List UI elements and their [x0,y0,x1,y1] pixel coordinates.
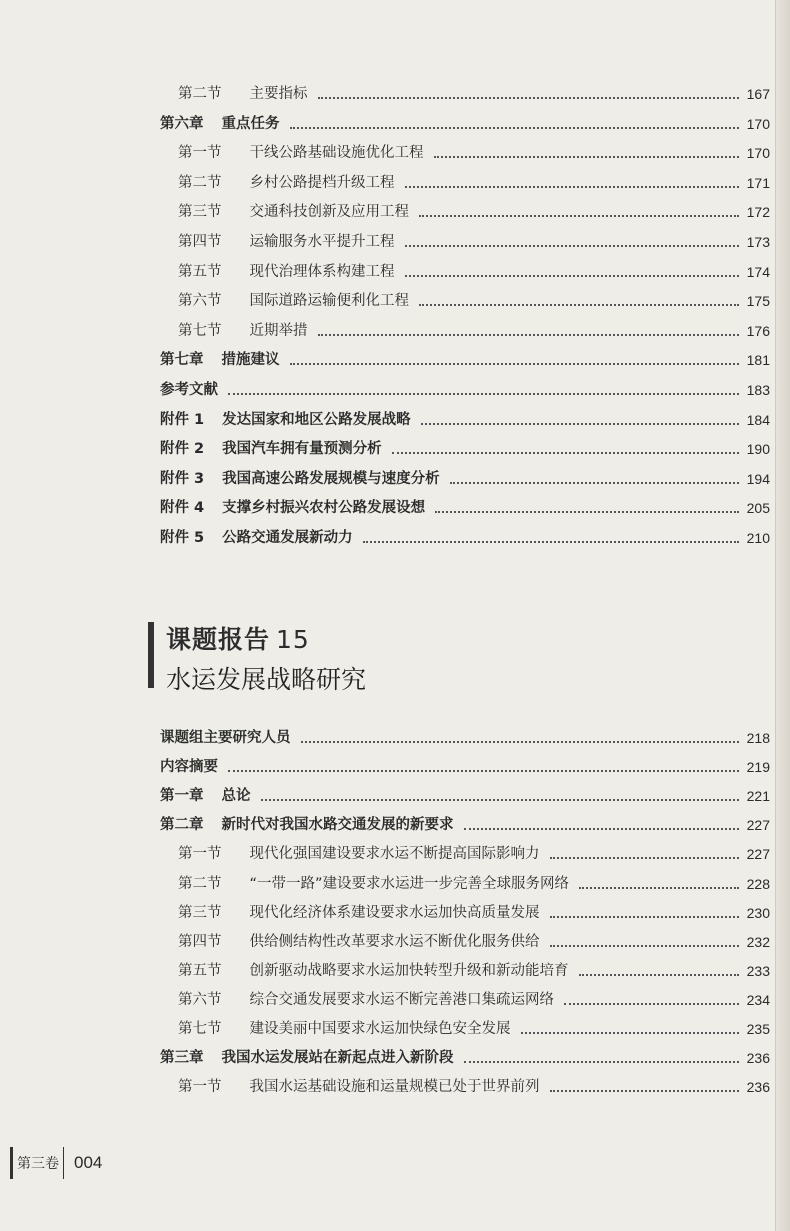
toc-entry-page: 228 [746,875,770,892]
page-number: 004 [74,1153,103,1172]
toc-entry[interactable] [178,840,770,864]
toc-entry-page: 170 [746,145,770,162]
toc-entry-page: 232 [746,933,770,950]
toc-entry-label: 第一节 [178,145,222,162]
dot-leader [564,1002,739,1005]
toc-entry-title: 内容摘要 [160,759,218,776]
dot-leader [464,827,739,830]
toc-entry-page: 170 [746,115,770,132]
toc-entry-page: 171 [746,174,770,191]
toc-entry-label: 第一节 [178,846,222,863]
toc-entry[interactable] [178,317,770,341]
toc-entry[interactable] [178,870,770,894]
dot-leader [228,392,739,395]
dot-leader [405,185,739,188]
dot-leader [550,856,739,859]
dot-leader [392,451,739,454]
toc-entry[interactable] [178,80,770,104]
page-edge [776,0,790,1231]
report-label [166,620,310,656]
dot-leader [550,1089,739,1092]
page-edge-line [775,0,776,1231]
dot-leader [419,214,739,217]
dot-leader [290,362,739,365]
dot-leader [550,915,739,918]
toc-entry-label: 附件 3 [160,470,205,487]
dot-leader [434,155,739,158]
toc-entry-page: 176 [746,322,770,339]
toc-entry[interactable] [160,753,770,777]
toc-entry[interactable] [160,494,770,518]
toc-entry[interactable] [178,258,770,282]
toc-entry-page: 236 [746,1079,770,1096]
toc-entry[interactable] [178,228,770,252]
toc-entry[interactable] [178,139,770,163]
dot-leader [405,274,739,277]
dot-leader [521,1031,739,1034]
toc-entry-label: 第六节 [178,991,222,1008]
toc-entry-page: 184 [746,411,770,428]
toc-entry-label: 第四节 [178,234,222,250]
toc-entry-title: 新时代对我国水路交通发展的新要求 [221,817,454,834]
toc-entry-title: 综合交通发展要求水运不断完善港口集疏运网络 [249,991,554,1008]
toc-entry-label: 第七节 [178,1021,222,1037]
toc-entry-page: 210 [746,530,770,546]
toc-entry-page: 190 [746,441,770,458]
toc-entry-label: 附件 5 [160,530,205,546]
toc-entry[interactable] [178,198,770,222]
volume-label: 第三卷 [10,1147,64,1179]
toc-entry-label: 第四节 [178,933,222,950]
toc-entry-label: 第一章 [160,788,204,805]
toc-entry-title: 供给侧结构性改革要求水运不断优化服务供给 [249,933,540,950]
toc-entry-page: 235 [746,1021,770,1037]
toc-entry-label: 第三章 [160,1050,204,1067]
toc-entry-title: 现代化强国建设要求水运不断提高国际影响力 [249,846,540,863]
toc-entry-page: 218 [746,730,770,746]
toc-entry[interactable] [178,957,770,981]
toc-entry-label: 附件 4 [160,500,205,517]
toc-entry[interactable] [178,1073,770,1097]
toc-entry[interactable] [160,1044,770,1068]
toc-entry-page: 175 [746,293,770,310]
toc-entry[interactable] [160,406,770,430]
toc-entry-title: 我国水运基础设施和运量规模已处于世界前列 [249,1079,540,1096]
toc-entry[interactable] [178,986,770,1010]
toc-entry-label: 第一节 [178,1079,222,1096]
toc-entry-title: 近期举措 [249,322,308,339]
dot-leader [435,510,739,513]
toc-entry[interactable] [178,899,770,923]
toc-entry-label: 第六章 [160,115,204,132]
toc-entry-page: 230 [746,904,770,921]
toc-entry-page: 233 [746,962,770,979]
toc-entry-label: 第五节 [178,962,222,979]
toc-entry-title: 参考文献 [160,382,218,398]
toc-entry-label: 附件 1 [160,411,205,428]
toc-entry-page: 227 [746,817,770,834]
toc-entry-page: 234 [746,991,770,1008]
toc-entry-title: 总论 [221,788,251,805]
toc-entry-title: 我国水运发展站在新起点进入新阶段 [221,1050,454,1067]
dot-leader [363,540,739,543]
toc-entry-page: 173 [746,234,770,250]
toc-entry-page: 221 [746,788,770,805]
toc-entry-page: 174 [746,263,770,280]
toc-entry-page: 227 [746,846,770,863]
toc-entry-title: 主要指标 [249,86,308,102]
toc-entry-label: 第五节 [178,263,222,280]
toc-entry-label: 第七节 [178,322,222,339]
toc-entry[interactable] [178,169,770,193]
toc-entry[interactable] [178,287,770,311]
dot-leader [464,1060,739,1063]
toc-entry-title: 措施建议 [221,352,280,369]
toc-entry-page: 183 [746,382,770,398]
toc-entry-page: 181 [746,352,770,369]
toc-entry-title: 创新驱动战略要求水运加快转型升级和新动能培育 [249,962,569,979]
toc-entry-label: 第二节 [178,174,222,191]
toc-entry-page: 172 [746,204,770,221]
toc-entry-title: 干线公路基础设施优化工程 [249,145,424,162]
toc-entry-title: 发达国家和地区公路发展战略 [222,411,411,428]
dot-leader [550,944,739,947]
toc-entry-title: 重点任务 [221,115,280,132]
page-footer [10,1142,102,1184]
toc-entry[interactable] [178,1015,770,1039]
dot-leader [290,126,739,129]
toc-entry[interactable] [160,811,770,835]
dot-leader [318,333,739,336]
toc-entry[interactable] [160,465,770,489]
report-title: 水运发展战略研究 [166,665,367,694]
report-number: 15 [276,625,310,654]
dot-leader [579,886,739,889]
toc-entry[interactable] [160,110,770,134]
toc-entry-title: 支撑乡村振兴农村公路发展设想 [222,500,426,517]
toc-entry[interactable] [160,346,770,370]
toc-entry-title: 运输服务水平提升工程 [249,234,395,250]
toc-entry-label: 第二节 [178,875,222,892]
toc-entry-label: 第七章 [160,352,204,369]
toc-entry-page: 205 [746,500,770,517]
toc-entry[interactable] [160,435,770,459]
toc-entry-title: 交通科技创新及应用工程 [249,204,409,221]
toc-entry-title: 现代化经济体系建设要求水运加快高质量发展 [249,904,540,921]
toc-entry-label: 第三节 [178,904,222,921]
toc-entry-title: “一带一路”建设要求水运进一步完善全球服务网络 [249,875,570,892]
report-heading-bar [148,622,154,688]
toc-entry-title: 现代治理体系构建工程 [249,263,395,280]
dot-leader [421,422,739,425]
toc-entry[interactable] [160,524,770,548]
toc-entry-label: 第三节 [178,204,222,221]
toc-entry[interactable] [178,928,770,952]
toc-entry-title: 我国高速公路发展规模与速度分析 [222,470,440,487]
toc-entry-title: 建设美丽中国要求水运加快绿色安全发展 [249,1021,511,1037]
toc-entry-title: 课题组主要研究人员 [160,730,291,746]
dot-leader [405,244,739,247]
dot-leader [579,973,739,976]
toc-entry-page: 194 [746,470,770,487]
toc-entry-title: 国际道路运输便利化工程 [249,293,409,310]
toc-entry-page: 167 [746,86,770,102]
dot-leader [228,769,739,772]
toc-entry-label: 附件 2 [160,441,205,458]
toc-entry-page: 236 [746,1050,770,1067]
toc-entry[interactable] [160,782,770,806]
dot-leader [450,481,739,484]
toc-entry-title: 我国汽车拥有量预测分析 [222,441,382,458]
toc-entry[interactable] [160,724,770,748]
dot-leader [419,303,739,306]
toc-entry-label: 第二节 [178,86,222,102]
toc-entry-title: 乡村公路提档升级工程 [249,174,395,191]
toc-entry[interactable] [160,376,770,400]
toc-entry-label: 第六节 [178,293,222,310]
toc-entry-label: 第二章 [160,817,204,834]
toc-entry-title: 公路交通发展新动力 [222,530,353,546]
toc-entry-page: 219 [746,759,770,776]
report-label-text: 课题报告 [166,625,271,654]
dot-leader [261,798,739,801]
dot-leader [318,96,739,99]
dot-leader [301,740,739,743]
